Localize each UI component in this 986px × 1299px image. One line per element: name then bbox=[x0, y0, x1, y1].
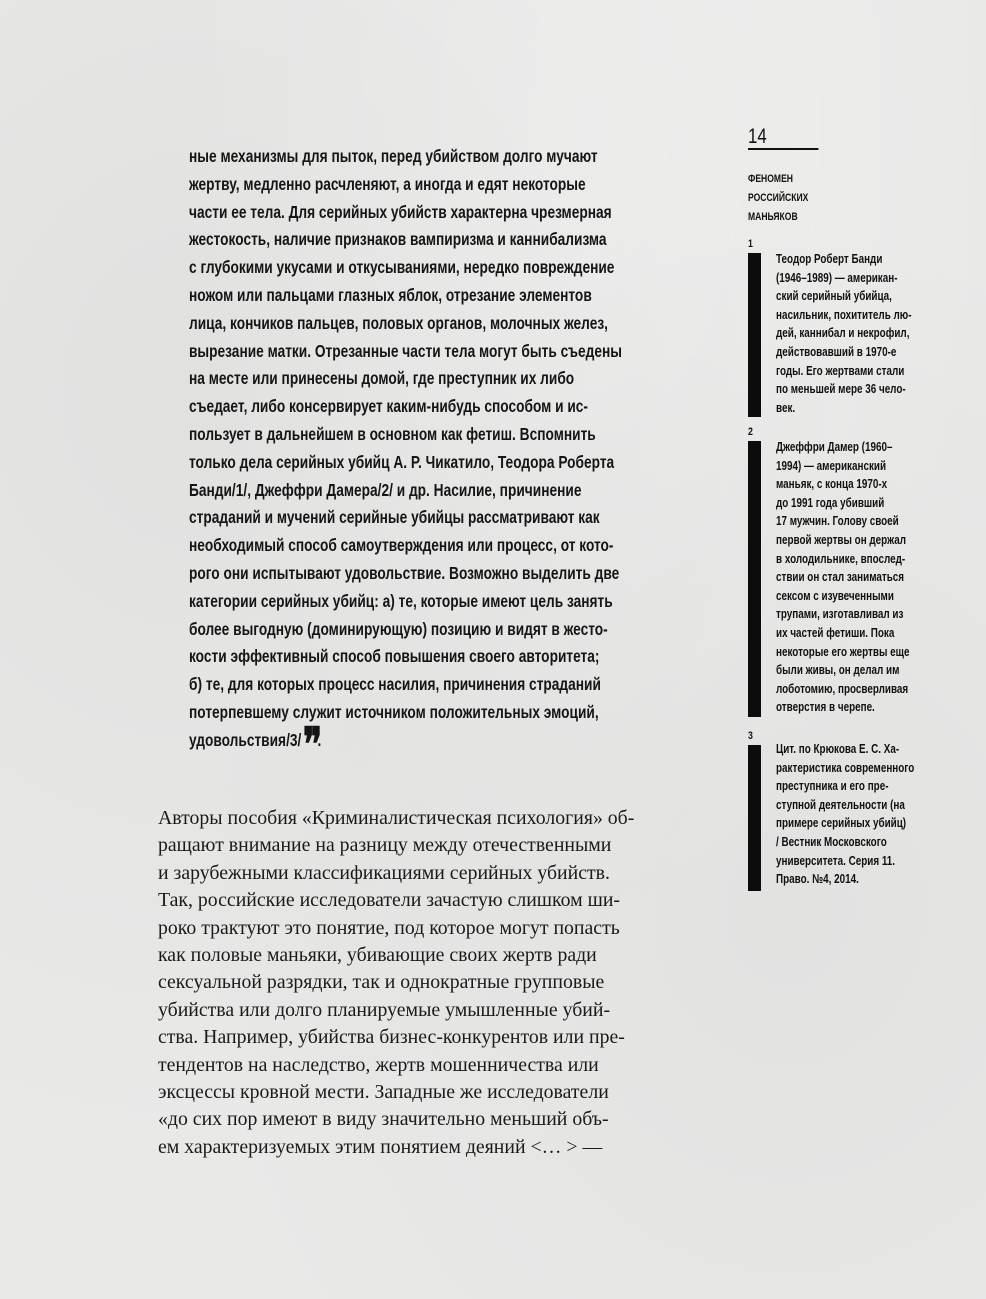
quote-period: . bbox=[317, 729, 322, 750]
running-head-line: МАНЬЯКОВ bbox=[748, 211, 798, 223]
footnote-bar bbox=[748, 745, 761, 891]
running-head-line: РОССИЙСКИХ bbox=[748, 192, 809, 204]
footnote-number: 1 bbox=[748, 238, 753, 250]
footnote-number: 3 bbox=[748, 730, 753, 742]
quote-body: ные механизмы для пыток, перед убийством долго мучают жертву, медленно расчленяют, а иногда и едят некоторые части ее тела. Для серийных убийств характерна чрезмерная жестокость, наличие признаков вампиризма и каннибализма с глубокими укусами и откусываниями, нередко повреждение ножом или пальцами глазных яблок, отрезание элементов лица, кончиков пальцев, половых органов, молочных желез, вырезание матки. Отрезанные части тела могут быть съедены на месте или принесены домой, где преступник их либо съедает, либо консервирует каким-нибудь способом и ис- пользует в дальнейшем в основном как фетиш. Вспомнить только дела серийных убийц А. Р. Чикатило, Теодора Роберта Банди/1/, Джеффри Дамера/2/ и др. Насилие, причинение страданий и мучений серийные убийцы рассматривают как необходимый способ самоутверждения или процесс, от кото- рого они испытывают удовольствие. Возможно выделить две категории серийных убийц: а) те, которые имеют цель занять более выгодную (доминирующую) позицию и видят в жесто- кости эффективный способ повышения своего авторитета; б) те, для которых процесс насилия, причинения страданий потерпевшему служит источником положительных эмоций, удовольствия/3/ bbox=[189, 146, 623, 750]
body-paragraph: Авторы пособия «Криминалистическая психология» об- ращают внимание на разницу между отечественными и зарубежными классификациями серийных убийств. Так, российские исследователи зачастую слишком ши- роко трактуют это понятие, под которое могут попасть как половые маньяки, убивающие своих жертв ради сексуальной разрядки, так и однократные групповые убийства или долго планируемые умышленные убий- ства. Например, убийства бизнес-конкурентов или пре- тендентов на наследство, жертв мошенничества или эксцессы кровной мести. Западные же исследователи «до сих пор имеют в виду значительно меньший объ- ем характеризуемых этим понятием деяний <… > — bbox=[158, 807, 635, 1158]
footnote-text: Теодор Роберт Банди (1946–1989) — американ- ский серийный убийца, насильник, похититель лю- дей, каннибал и некрофил, действовавший в 1970-е годы. Его жертвами стали по меньшей мере 36 чело- век. bbox=[776, 251, 912, 415]
page-number: 14 bbox=[748, 126, 818, 150]
running-head bbox=[748, 170, 849, 227]
footnote-text: Цит. по Крюкова Е. С. Ха- рактеристика современного преступника и его пре- ступной деятельности (на примере серийных убийц) / Вестник Московского университета. Серия 11. Право. №4, 2014. bbox=[776, 741, 915, 887]
quote-block bbox=[189, 143, 688, 771]
quote-text: ные механизмы для пыток, перед убийством долго мучают жертву, медленно расчленяют, а иногда и едят некоторые части ее тела. Для серийных убийств характерна чрезмерная жестокость, наличие признаков вампиризма и каннибализма с глубокими укусами и откусываниями, нередко повреждение ножом или пальцами глазных яблок, отрезание элементов лица, кончиков пальцев, половых органов, молочных желез, вырезание матки. Отрезанные части тела могут быть съедены на месте или принесены домой, где преступник их либо съедает, либо консервирует каким-нибудь способом и ис- пользует в дальнейшем в основном как фетиш. Вспомнить только дела серийных убийц А. Р. Чикатило, Теодора Роберта Банди/1/, Джеффри Дамера/2/ и др. Насилие, причинение страданий и мучений серийные убийцы рассматривают как необходимый способ самоутверждения или процесс, от кото- рого они испытывают удовольствие. Возможно выделить две категории серийных убийц: а) те, которые имеют цель занять более выгодную (доминирующую) позицию и видят в жесто- кости эффективный способ повышения своего авторитета; б) те, для которых процесс насилия, причинения страданий потерпевшему служит источником положительных эмоций, удовольствия/3/❞. bbox=[189, 146, 623, 771]
footnote-bar bbox=[748, 253, 761, 417]
footnote-text: Джеффри Дамер (1960– 1994) — американский маньяк, с конца 1970-х до 1991 года убивший 17 мужчин. Голову своей первой жертвы он держал в холодильнике, впослед- ствии он стал заниматься сексом с изувеченными трупами, изготавливал из их частей фетиши. Пока некоторые его жертвы еще были живы, он делал им лоботомию, просверливая отверстия в черепе. bbox=[776, 439, 910, 715]
running-head-line: ФЕНОМЕН bbox=[748, 173, 793, 185]
footnote-bar bbox=[748, 441, 761, 717]
footnote-number: 2 bbox=[748, 426, 753, 438]
body-text bbox=[158, 805, 718, 1161]
